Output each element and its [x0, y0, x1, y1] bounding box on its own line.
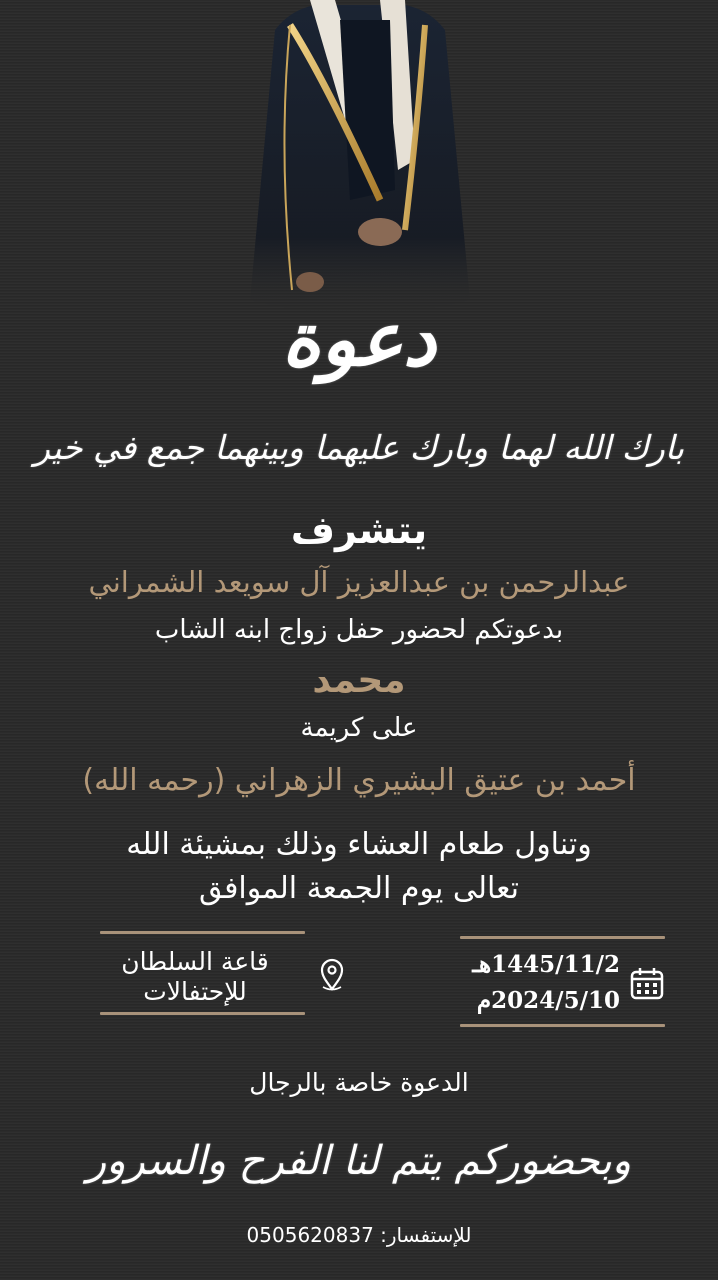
date-top-rule [460, 936, 665, 939]
invitation-title: دعوة [281, 297, 437, 383]
invite-text: بدعوتكم لحضور حفل زواج ابنه الشاب [154, 615, 564, 645]
calendar-icon [630, 966, 664, 1000]
venue-top-rule [100, 931, 305, 934]
contact-row [0, 1218, 718, 1252]
bride-father-name: أحمد بن عتيق البشيري الزهراني (رحمه الله) [82, 763, 636, 798]
contact-label: للإستفسار: [380, 1223, 472, 1247]
gregorian-date: 2024/5/10م [476, 987, 620, 1014]
location-pin-icon [317, 958, 347, 992]
groom-figure-image [230, 0, 490, 330]
bride-intro: على كريمة [300, 713, 418, 743]
venue-bottom-rule [100, 1012, 305, 1015]
blessing-text: بارك الله لهما وبارك عليهما وبينهما جمع في خير [33, 428, 685, 467]
closing-calligraphy: وبحضوركم يتم لنا الفرح والسرور [86, 1138, 632, 1184]
host-name: عبدالرحمن بن عبدالعزيز آل سويعد الشمراني [88, 565, 630, 599]
venue-name: قاعة السلطان [121, 947, 269, 976]
hijri-date: 1445/11/2هـ [472, 951, 620, 978]
dinner-line-2: تعالى يوم الجمعة الموافق [199, 871, 519, 906]
men-only-note: الدعوة خاصة بالرجال [249, 1068, 469, 1097]
dinner-line-1: وتناول طعام العشاء وذلك بمشيئة الله [126, 827, 592, 862]
venue-subtitle: للإحتفالات [143, 977, 247, 1006]
contact-phone[interactable]: 0505620837 [246, 1223, 374, 1247]
honored-label: يتشرف [290, 508, 428, 552]
date-bottom-rule [460, 1024, 665, 1027]
groom-name: محمد [312, 660, 406, 701]
